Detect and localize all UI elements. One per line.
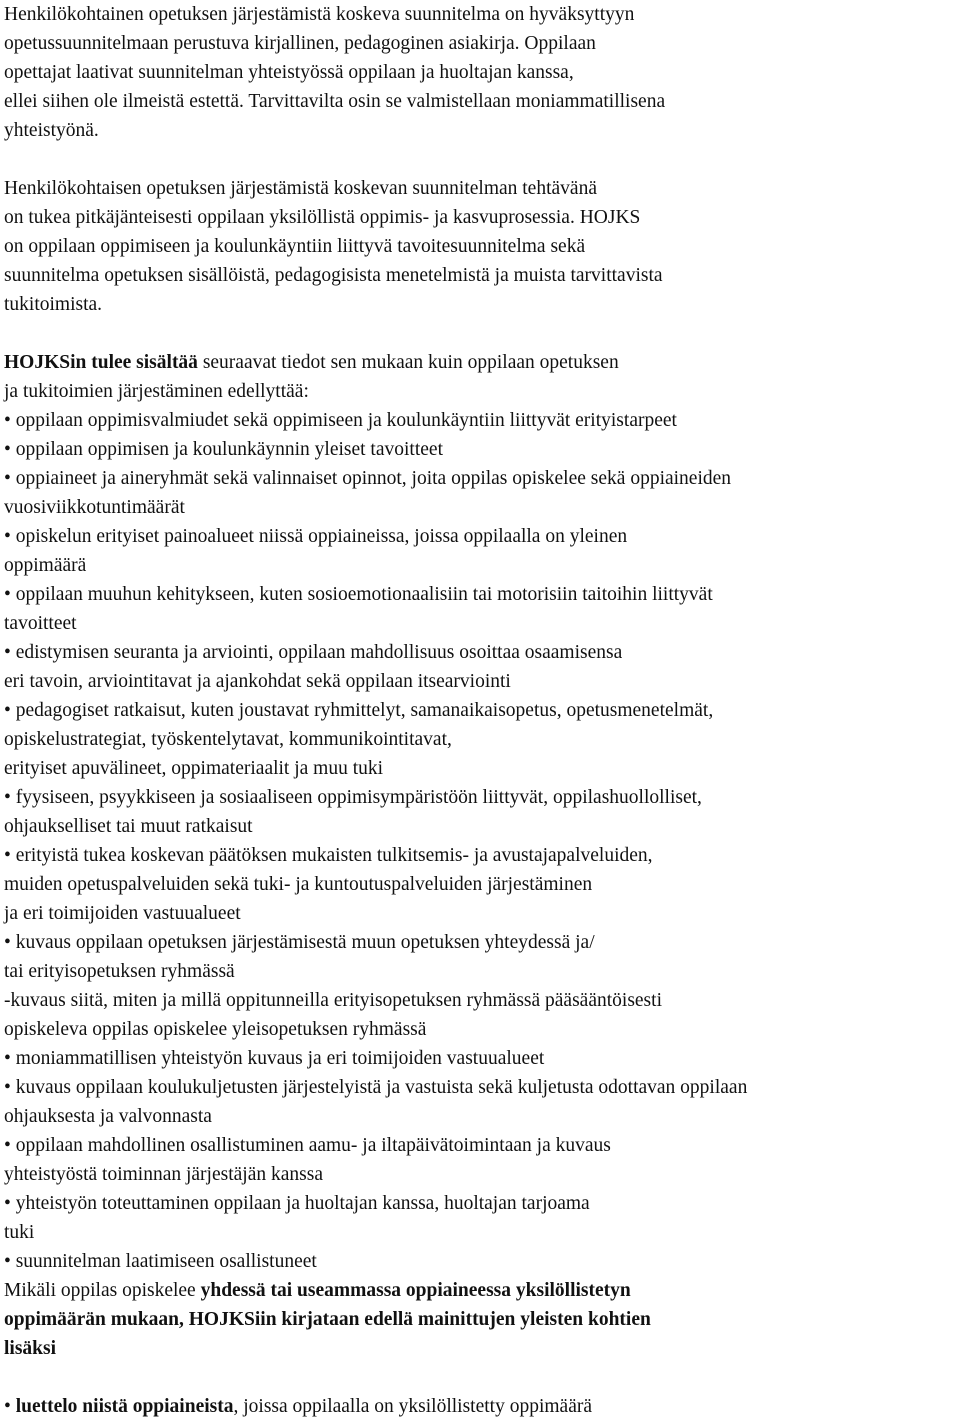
text-line: Henkilökohtaisen opetuksen järjestämistä koskevan suunnitelman tehtävänä [4, 178, 597, 199]
list-item-line: • moniammatillisen yhteistyön kuvaus ja eri toimijoiden vastuualueet [4, 1048, 545, 1069]
list-item-line: tuki [4, 1222, 35, 1243]
text-line: ja tukitoimien järjestäminen edellyttää: [4, 381, 309, 402]
list-item-line: yhteistyöstä toiminnan järjestäjän kanssa [4, 1164, 323, 1185]
list-item-line: muiden opetuspalveluiden sekä tuki- ja kuntoutuspalveluiden järjestäminen [4, 874, 593, 895]
paragraph-spacer [4, 319, 956, 348]
list-item-line: -kuvaus siitä, miten ja millä oppitunneilla erityisopetuksen ryhmässä pääsääntöisesti [4, 990, 662, 1011]
text-line: yhteistyönä. [4, 120, 99, 141]
list-item-line: vuosiviikkotuntimäärät [4, 497, 185, 518]
list-item-line: • fyysiseen, psyykkiseen ja sosiaaliseen oppimisympäristöön liittyvät, oppilashuollolliset, [4, 787, 702, 808]
list-item-line: opiskelustrategiat, työskentelytavat, kommunikointitavat, [4, 729, 452, 750]
lead-text: Mikäli oppilas opiskelee [4, 1280, 201, 1301]
text-line: oppimäärän mukaan, HOJKSiin kirjataan edellä mainittujen yleisten kohtien [4, 1309, 651, 1330]
text-line: opetussuunnitelmaan perustuva kirjallinen, pedagoginen asiakirja. Oppilaan [4, 33, 596, 54]
bold-lead: HOJKSin tulee sisältää [4, 352, 198, 373]
text-line: on tukea pitkäjänteisesti oppilaan yksilöllistä oppimis- ja kasvuprosessia. HOJKS [4, 207, 641, 228]
text-line: ellei siihen ole ilmeistä estettä. Tarvittavilta osin se valmistellaan moniammatillisena [4, 91, 666, 112]
paragraph-purpose [4, 174, 956, 319]
paragraph-spacer [4, 1363, 956, 1392]
list-item-line: • oppiaineet ja aineryhmät sekä valinnaiset opinnot, joita oppilas opiskelee sekä oppiaineiden [4, 468, 732, 489]
bullet: • [4, 1396, 16, 1417]
list-item-line: • oppilaan muuhun kehitykseen, kuten sosioemotionaalisiin tai motorisiin taitoihin liittyvät [4, 584, 713, 605]
list-item-line: • edistymisen seuranta ja arviointi, oppilaan mahdollisuus osoittaa osaamisensa [4, 642, 623, 663]
list-item-line: • erityistä tukea koskevan päätöksen mukaisten tulkitsemis- ja avustajapalveluiden, [4, 845, 653, 866]
list-item-line: • kuvaus oppilaan koulukuljetusten järjestelyistä ja vastuista sekä kuljetusta odottavan oppilaan [4, 1077, 748, 1098]
list-item-line: opiskeleva oppilas opiskelee yleisopetuksen ryhmässä [4, 1019, 427, 1040]
contents-list [4, 406, 956, 1276]
list-item-line: ohjauksesta ja valvonnasta [4, 1106, 212, 1127]
list-item-line: ohjaukselliset tai muut ratkaisut [4, 816, 253, 837]
list-item-line: • oppilaan mahdollinen osallistuminen aamu- ja iltapäivätoimintaan ja kuvaus [4, 1135, 611, 1156]
list-item-line: • opiskelun erityiset painoalueet niissä oppiaineissa, joissa oppilaalla on yleinen [4, 526, 628, 547]
text-line: suunnitelma opetuksen sisällöistä, pedagogisista menetelmistä ja muista tarvittavista [4, 265, 663, 286]
text-line: opettajat laativat suunnitelman yhteistyössä oppilaan ja huoltajan kanssa, [4, 62, 574, 83]
list-item-line: • kuvaus oppilaan opetuksen järjestämisestä muun opetuksen yhteydessä ja/ [4, 932, 595, 953]
bold-text: yhdessä tai useammassa oppiaineessa yksilöllistetyn [200, 1280, 631, 1301]
list-item-line: • oppilaan oppimisvalmiudet sekä oppimiseen ja koulunkäyntiin liittyvät erityistarpeet [4, 410, 677, 431]
text-line: Henkilökohtainen opetuksen järjestämistä koskeva suunnitelma on hyväksyttyyn [4, 4, 635, 25]
paragraph-individualized [4, 1276, 956, 1363]
paragraph-spacer [4, 145, 956, 174]
list-item-line: ja eri toimijoiden vastuualueet [4, 903, 241, 924]
paragraph-contents [4, 348, 956, 1276]
list-item-line: • yhteistyön toteuttaminen oppilaan ja huoltajan kanssa, huoltajan tarjoama [4, 1193, 590, 1214]
text-line: tukitoimista. [4, 294, 103, 315]
text-line [4, 1276, 956, 1305]
lead-rest: seuraavat tiedot sen mukaan kuin oppilaan opetuksen [197, 352, 619, 373]
final-list-item [4, 1392, 956, 1421]
list-item-line: oppimäärä [4, 555, 87, 576]
list-item-line: eri tavoin, arviointitavat ja ajankohdat sekä oppilaan itsearviointi [4, 671, 511, 692]
text-line [4, 1392, 956, 1421]
list-item-line: tavoitteet [4, 613, 77, 634]
list-item-line: tai erityisopetuksen ryhmässä [4, 961, 235, 982]
text-line: lisäksi [4, 1338, 57, 1359]
list-item-line: erityiset apuvälineet, oppimateriaalit ja muu tuki [4, 758, 384, 779]
text-line: on oppilaan oppimiseen ja koulunkäyntiin liittyvä tavoitesuunnitelma sekä [4, 236, 586, 257]
rest-text: , joissa oppilaalla on yksilöllistetty oppimäärä [233, 1396, 593, 1417]
bold-text: luettelo niistä oppiaineista [15, 1396, 234, 1417]
list-item-line: • pedagogiset ratkaisut, kuten joustavat ryhmittelyt, samanaikaisopetus, opetusmenetelmät, [4, 700, 714, 721]
paragraph-intro [4, 0, 956, 145]
list-item-line: • oppilaan oppimisen ja koulunkäynnin yleiset tavoitteet [4, 439, 443, 460]
contents-lead-line [4, 348, 956, 377]
list-item-line: • suunnitelman laatimiseen osallistuneet [4, 1251, 317, 1272]
